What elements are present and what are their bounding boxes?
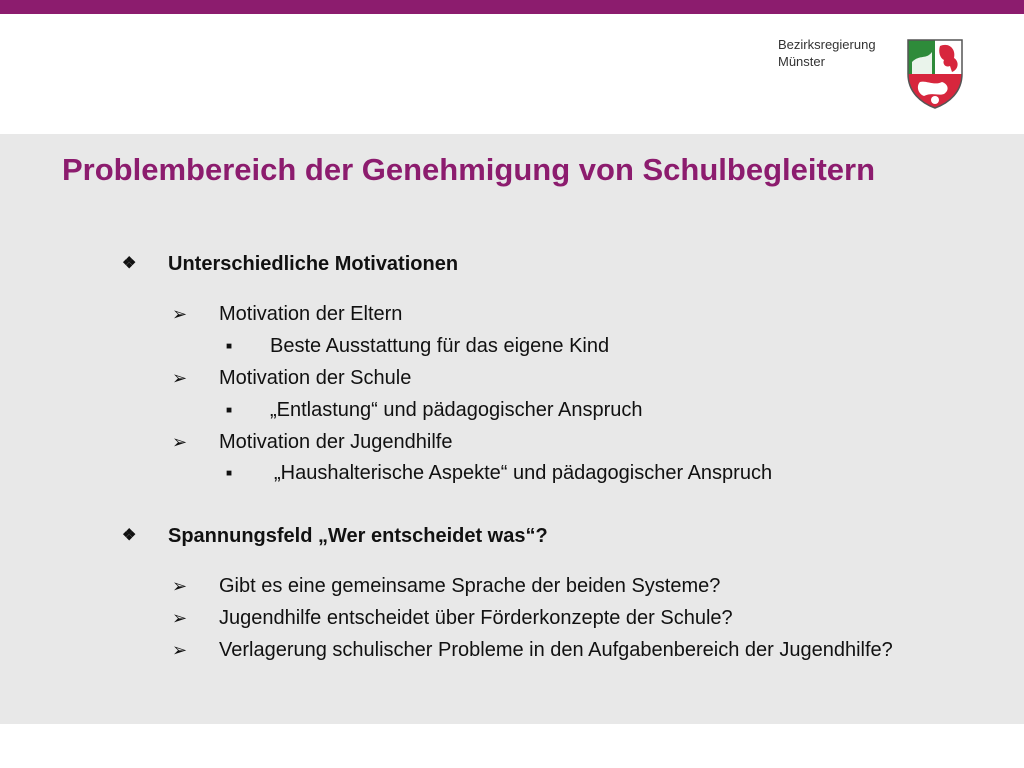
square-bullet-icon: ■ <box>226 341 233 352</box>
arrowhead-bullet-icon: ➢ <box>172 576 188 596</box>
arrowhead-bullet-icon: ➢ <box>172 640 188 660</box>
list-item-text: Motivation der Schule <box>219 367 412 389</box>
nrw-coat-of-arms-icon <box>904 36 966 112</box>
list-item-text: Jugendhilfe entscheidet über Förderkonzepte der Schule? <box>219 607 733 629</box>
brand-top-bar <box>0 0 1024 14</box>
list-item-text: Verlagerung schulischer Probleme in den Aufgabenbereich der Jugendhilfe? <box>219 639 893 661</box>
list-item-text: Gibt es eine gemeinsame Sprache der beiden Systeme? <box>219 575 721 597</box>
slide-content <box>0 134 1024 724</box>
slide-footer <box>0 724 1024 768</box>
organization-name-line1: Bezirksregierung <box>778 37 876 52</box>
arrowhead-bullet-icon: ➢ <box>172 368 188 388</box>
list-subitem-text: „Entlastung“ und pädagogischer Anspruch <box>270 399 643 421</box>
list-subitem-text: „Haushalterische Aspekte“ und pädagogischer Anspruch <box>274 462 773 484</box>
section-heading-text: Unterschiedliche Motivationen <box>168 253 459 275</box>
slide-title: Problembereich der Genehmigung von Schulbegleitern <box>62 152 876 187</box>
arrowhead-bullet-icon: ➢ <box>172 304 188 324</box>
diamond-bullet-icon: ❖ <box>122 527 137 544</box>
square-bullet-icon: ■ <box>226 468 233 479</box>
list-item-text: Motivation der Jugendhilfe <box>219 431 453 453</box>
slide-header <box>0 14 1024 134</box>
square-bullet-icon: ■ <box>226 405 233 416</box>
list-subitem-text: Beste Ausstattung für das eigene Kind <box>270 335 610 357</box>
organization-name-line2: Münster <box>778 54 825 69</box>
section-heading-text: Spannungsfeld „Wer entscheidet was“? <box>168 525 548 547</box>
organization-name <box>778 36 876 70</box>
diamond-bullet-icon: ❖ <box>122 255 137 272</box>
arrowhead-bullet-icon: ➢ <box>172 608 188 628</box>
list-item-text: Motivation der Eltern <box>219 303 403 325</box>
arrowhead-bullet-icon: ➢ <box>172 432 188 452</box>
